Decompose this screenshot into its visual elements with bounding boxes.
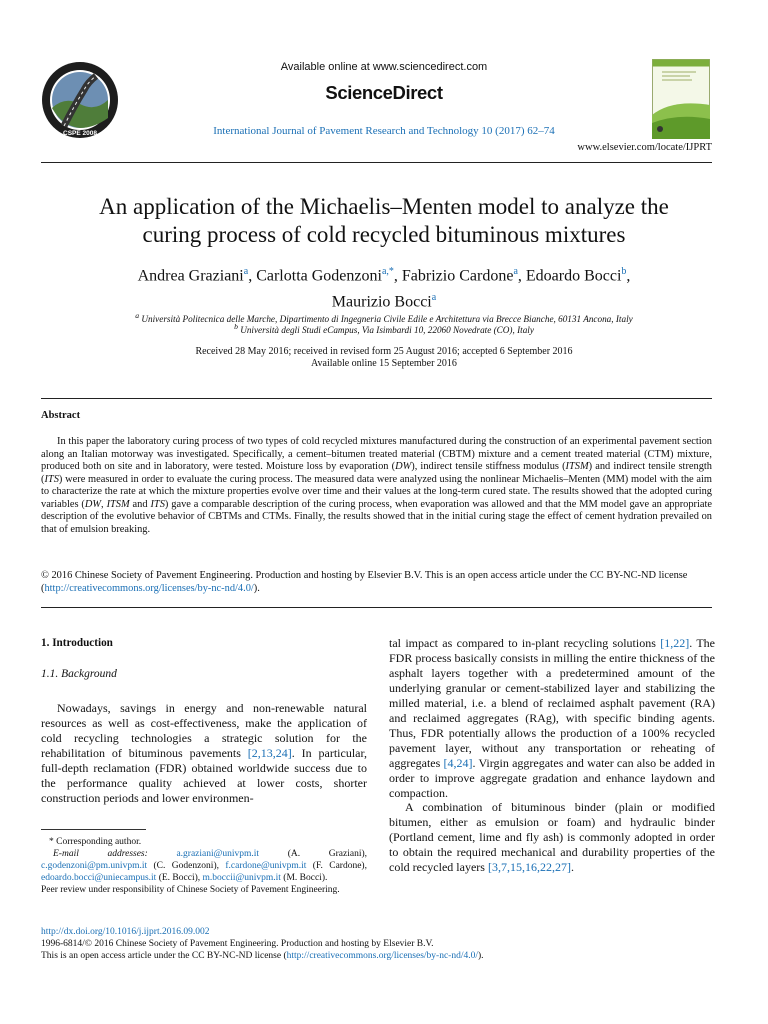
body-paragraph [389, 636, 715, 800]
open-access-text-end: ). [478, 951, 484, 961]
citation-link[interactable]: [1,22] [660, 636, 690, 650]
available-online-date: Available online 15 September 2016 [311, 358, 457, 369]
received-dates: Received 28 May 2016; received in revised form 25 August 2016; accepted 6 September 2016 [195, 346, 573, 357]
logo-text: CSPE 2008 [63, 130, 97, 137]
paragraph-text: Nowadays, savings in energy and non-renewable natural resources as well as cost-effectiveness, make the application of cold recycling technologies a strategic solution for the rehabilitation of bituminous pavements [41, 700, 367, 760]
page-footer [41, 926, 712, 962]
email-owner: (M. Bocci). [280, 873, 328, 883]
section-heading: 1. Introduction [41, 637, 113, 649]
abstract-italic-term: ITSM [565, 461, 589, 472]
abstract-text: ), indirect tensile stiffness modulus ( [411, 461, 566, 472]
doi-link[interactable]: http://dx.doi.org/10.1016/j.ijprt.2016.09.002 [41, 927, 210, 937]
author-name[interactable]: Maurizio Bocci [331, 293, 432, 311]
body-column-right [389, 636, 715, 875]
title-line-1: An application of the Michaelis–Menten model to analyze the [99, 194, 669, 219]
author-list [60, 261, 708, 314]
body-paragraph [389, 800, 715, 875]
paragraph-text: tal impact as compared to in-plant recycling solutions [389, 636, 661, 650]
open-access-line [41, 950, 712, 962]
email-addresses [41, 848, 367, 884]
paragraph-text: . Virgin aggregates and water can also be added in order to improve aggregate gradation and enhance laydown and compaction. [389, 755, 715, 800]
author-separator: , [393, 267, 402, 285]
email-owner: (A. Graziani), [259, 849, 367, 859]
paragraph-text: . The FDR process basically consists in milling the entire thickness of the asphalt layers together with a predetermined amount of the underlying granular or cement-stabilized layer and stabilizing the milled material, i.e. a blend of reclaimed asphalt pavement (RA) and reclaimed aggregates (RAg), with specific binding agents. Thus, FDR potentially allows the production of a 100% recycled pavement layer, without any transportation or reheating of aggregates [389, 636, 715, 770]
email-label: E-mail addresses: [53, 849, 177, 859]
affiliation-a-mark: a [135, 311, 140, 320]
license-link[interactable]: http://creativecommons.org/licenses/by-nc-nd/4.0/ [44, 582, 254, 594]
abstract-bottom-rule [41, 607, 712, 608]
author-affiliation-mark[interactable]: a [243, 266, 249, 277]
email-owner: (F. Cardone), [306, 861, 367, 871]
email-link[interactable]: a.graziani@univpm.it [176, 849, 260, 859]
journal-cover-thumbnail[interactable] [652, 59, 710, 139]
license-link[interactable]: http://creativecommons.org/licenses/by-nc-nd/4.0/ [286, 951, 478, 961]
footnote [41, 836, 367, 896]
abstract-italic-term: DW [395, 461, 412, 472]
abstract-italic-term: DW [84, 498, 102, 510]
email-owner: (E. Bocci), [156, 873, 203, 883]
elsevier-locate-link[interactable]: www.elsevier.com/locate/IJPRT [577, 142, 712, 153]
author-name[interactable]: Edoardo Bocci [525, 267, 622, 285]
author-affiliation-mark[interactable]: a [513, 266, 518, 277]
header-rule [41, 162, 712, 163]
journal-citation-link[interactable]: International Journal of Pavement Research and Technology 10 (2017) 62–74 [213, 125, 555, 137]
subsection-heading: 1.1. Background [41, 667, 117, 680]
email-link[interactable]: edoardo.bocci@uniecampus.it [41, 873, 157, 883]
abstract-text: In this paper the laboratory curing process of two types of cold recycled mixtures manufactured during the construction of an experimental pavement section along an Italian motorway was investigated. Specifically, a cement–bitumen treated material (CBTM) mixture and a cement treated material (CTM) mixture, produced both on site and in laboratory, were tested. Moisture loss by evaporation ( [41, 436, 712, 472]
author-affiliation-mark[interactable]: a [431, 292, 437, 304]
email-owner: (C. Godenzoni), [147, 861, 226, 871]
body-paragraph [41, 701, 367, 806]
citation-link[interactable]: [4,24] [443, 755, 473, 770]
affiliation-b-text: Università degli Studi eCampus, Via Isimbardi 10, 22060 Novedrate (CO), Italy [240, 325, 534, 336]
paragraph-text: A combination of bituminous binder (plain or modified bitumen, either as emulsion or foam) and hydraulic binder (Portland cement, lime and fly ash) is commonly adopted in order to obtain the required mechanical and durability properties of the cold recycled layers [389, 800, 715, 875]
paragraph-text: . In particular, full-depth reclamation (FDR) obtained worldwide success due to the performance quality achieved at lower costs, shorter construction periods and lower environmen- [41, 745, 367, 805]
author-affiliation-mark[interactable]: b [621, 266, 627, 277]
author-separator: , [517, 267, 526, 285]
body-column-left [41, 636, 367, 806]
affiliation-b-mark: b [234, 322, 238, 331]
abstract-text: ) and indirect tensile strength ( [41, 461, 712, 485]
issn-line: 1996-6814/© 2016 Chinese Society of Pavement Engineering. Production and hosting by Elsevier B.V. [41, 939, 434, 949]
citation-link[interactable]: [2,13,24] [247, 745, 292, 760]
abstract-text: , [101, 498, 107, 510]
abstract-top-rule [41, 398, 712, 399]
abstract-text: ) gave a comparable description of the curing process, when evaporation was allowed and that the MM model gave an appropriate description of the evolutive behavior of CBTMs and CTMs. Finally, the results showed that in the initial curing stage the effect of cement hydration prevailed on that of emulsion breaking. [41, 498, 713, 535]
abstract-copyright [41, 570, 712, 595]
abstract-body [41, 436, 712, 536]
title-line-2: curing process of cold recycled bituminous mixtures [142, 222, 626, 247]
author-name[interactable]: Carlotta Godenzoni [256, 267, 382, 285]
author-separator: , [626, 267, 631, 285]
open-access-text: This is an open access article under the CC BY-NC-ND license ( [41, 951, 287, 961]
email-link[interactable]: f.cardone@univpm.it [225, 861, 307, 871]
footnote-rule [41, 829, 146, 830]
abstract-italic-term: ITS [44, 473, 59, 485]
author-separator: , [248, 267, 257, 285]
author-affiliation-mark[interactable]: a,* [381, 266, 394, 277]
corresponding-author-note: * Corresponding author. [49, 837, 142, 847]
affiliation-b [60, 321, 708, 336]
copyright-text: © 2016 Chinese Society of Pavement Engineering. Production and hosting by Elsevier B.V. This is an open access article under the CC BY-NC-ND license ( [41, 570, 688, 594]
author-name[interactable]: Fabrizio Cardone [401, 267, 514, 285]
abstract-italic-term: ITSM [106, 498, 130, 510]
article-title [40, 193, 728, 249]
copyright-text-end: ). [253, 582, 260, 594]
peer-review-note: Peer review under responsibility of Chinese Society of Pavement Engineering. [41, 885, 340, 895]
email-link[interactable]: m.boccii@univpm.it [202, 873, 281, 883]
email-link[interactable]: c.godenzoni@pm.univpm.it [41, 861, 148, 871]
abstract-italic-term: ITS [150, 498, 165, 510]
abstract-text: and [129, 498, 151, 510]
paragraph-text: . [570, 860, 574, 875]
available-online-line: Available online at www.sciencedirect.com [280, 61, 488, 73]
affiliation-a-text: Università Politecnica delle Marche, Dipartimento di Ingegneria Civile Edile e Architettura via Brecce Bianche, 60131 Ancona, Italy [141, 314, 633, 325]
sciencedirect-brand[interactable]: ScienceDirect [325, 82, 443, 103]
citation-link[interactable]: [3,7,15,16,22,27] [487, 860, 571, 875]
abstract-heading: Abstract [41, 410, 81, 421]
author-name[interactable]: Andrea Graziani [137, 267, 244, 285]
abstract-text: ) were measured in order to evaluate the curing process. The measured data were analyzed using the nonlinear Michaelis–Menten (MM) model with the aim to characterize the rate at which the mixture properties evolve over time and their values at the long-term cured state. The results showed that the adopted curing variables ( [41, 473, 712, 510]
